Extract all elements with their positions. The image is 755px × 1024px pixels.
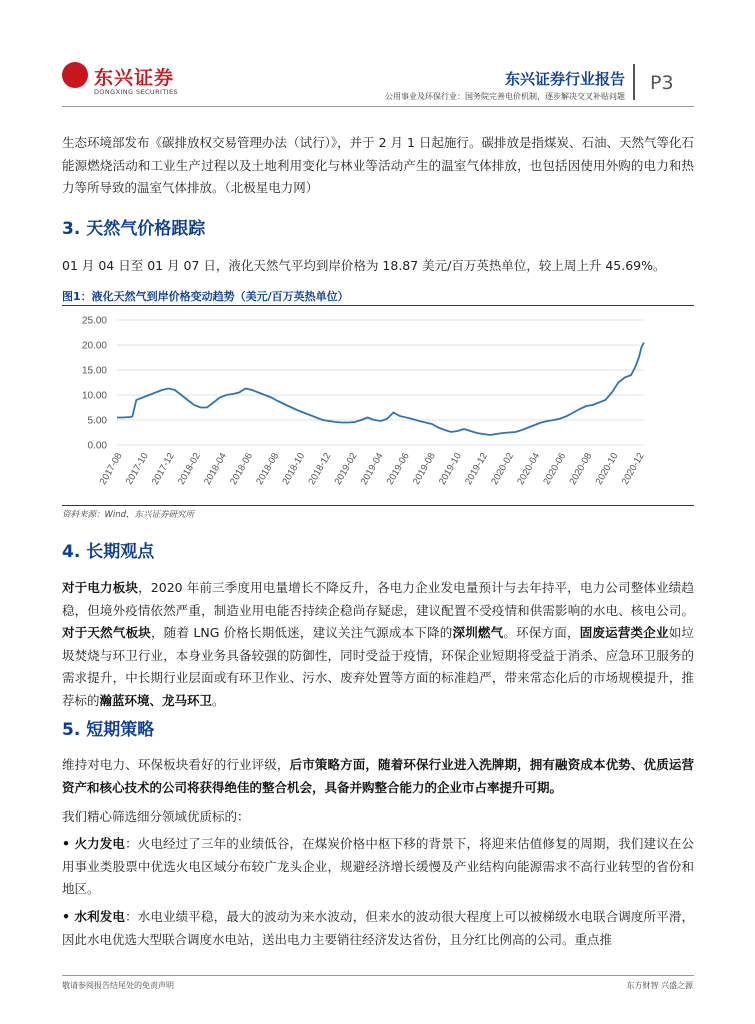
x-tick-label: 2020-08: [567, 451, 595, 487]
x-tick-label: 2017-08: [97, 451, 125, 487]
page-number: P3: [650, 72, 674, 94]
section-4-paragraph: 对于电力板块，2020 年前三季度用电量增长不降反升，各电力企业发电量预计与去年持平，电力公司整体业绩趋稳，但境外疫情依然严重，制造业用电能否持续企稳尚存疑虑，建议配置不受疫情和供需影响的水电、核电公司。对于天然气板块，随着 LNG 价格长期低迷，建议关注气源成本下降的深圳燃气。环保方面，固废运营类企业如垃圾焚烧与环卫行业，本身业务具备较强的防御性，同时受益于疫情，环保企业短期将受益于消杀、应急环卫服务的需求提升，中长期行业层面或有环卫作业、污水、废弃处置等方面的标准趋严，带来常态化后的市场规模提升，推荐标的瀚蓝环境、龙马环卫。: [62, 580, 694, 708]
x-tick-label: 2018-08: [254, 451, 282, 487]
power-sector-label: 对于电力板块: [62, 580, 139, 595]
x-tick-label: 2018-04: [202, 451, 229, 487]
stock-pick-env: 瀚蓝环境、龙马环卫: [99, 692, 213, 708]
x-tick-label: 2019-06: [384, 451, 412, 487]
x-tick-label: 2019-10: [436, 451, 464, 487]
x-tick-label: 2018-06: [228, 451, 256, 487]
thermal-power-item: • 火力发电：火电经过了三年的业绩低谷，在煤炭价格中枢下移的背景下，将迎来估值修复的周期，我们建议在公用事业类股票中优选火电区域分布较广龙头企业，规避经济增长缓慢及产业结构向能源需求不高行业转型的省份和地区。: [62, 836, 694, 896]
figure-source: 资料来源：Wind，东兴证券研究所: [62, 510, 195, 520]
y-tick-label: 10.00: [81, 390, 107, 402]
header-rule: [62, 106, 694, 107]
y-tick-label: 25.00: [81, 315, 107, 327]
figure-title: 图1：液化天然气到岸价格变动趋势（美元/百万英热单位）: [62, 290, 349, 303]
y-tick-label: 15.00: [81, 365, 107, 377]
section-5-paragraph-2: 我们精心筛选细分领域优质标的：: [62, 809, 250, 824]
hydro-power-item: • 水利发电：水电业绩平稳，最大的波动为来水波动，但来水的波动很大程度上可以被梯级水电联合调度所平滑，因此水电优选大型联合调度水电站，送出电力主要销往经济发达省份，且分红比例高的公司。重点推: [62, 909, 694, 947]
x-tick-label: 2019-02: [332, 451, 360, 487]
header-divider: [633, 64, 635, 100]
section-3-paragraph: 01 月 04 日至 01 月 07 日，液化天然气平均到岸价格为 18.87 美元/百万英热单位，较上周上升 45.69%。: [62, 258, 666, 273]
section-4-heading: 4. 长期观点: [62, 542, 155, 562]
intro-paragraph: 生态环境部发布《碳排放权交易管理办法（试行）》，并于 2 月 1 日起施行。碳排放是指煤炭、石油、天然气等化石能源燃烧活动和工业生产过程以及土地利用变化与林业等活动产生的温室气体排放，也包括因使用外购的电力和热力等所导致的温室气体排放。（北极星电力网）: [62, 135, 694, 195]
company-logo-icon: [62, 62, 88, 88]
x-tick-label: 2020-04: [515, 450, 543, 487]
thermal-power-label: • 火力发电: [62, 836, 126, 851]
solid-waste-label: 固废运营类企业: [579, 625, 669, 640]
x-tick-label: 2019-04: [358, 451, 386, 487]
stock-pick-shenzhen-gas: 深圳燃气: [452, 625, 504, 640]
series-line: [117, 343, 644, 436]
x-tick-label: 2017-12: [149, 451, 177, 487]
footer-rule: [62, 975, 694, 976]
logo-text: 东兴证券: [94, 67, 175, 89]
report-title: 东兴证券行业报告: [504, 70, 625, 88]
x-tick-label: 2018-12: [306, 451, 334, 487]
x-tick-label: 2017-10: [123, 451, 151, 487]
x-tick-label: 2020-06: [541, 451, 569, 487]
section-5-heading: 5. 短期策略: [62, 720, 155, 740]
footer-disclaimer: 敬请参阅报告结尾处的免责声明: [62, 981, 174, 990]
x-tick-label: 2019-08: [410, 451, 438, 487]
logo-english-text: DONGXING SECURITIES: [94, 88, 179, 96]
section-3-heading: 3. 天然气价格跟踪: [62, 219, 206, 239]
gas-sector-label: 对于天然气板块: [62, 625, 152, 640]
lng-price-chart: [62, 308, 694, 504]
x-tick-label: 2020-10: [593, 451, 621, 487]
hydro-power-label: • 水利发电: [62, 909, 126, 924]
x-tick-label: 2020-12: [619, 451, 647, 487]
figure-top-rule: [62, 305, 694, 306]
x-tick-label: 2018-10: [280, 451, 308, 487]
x-tick-label: 2020-02: [489, 451, 517, 487]
report-subtitle: 公用事业及环保行业：国务院完善电价机制，逐步解决交叉补贴问题: [385, 92, 625, 101]
footer-slogan: 东方财智 兴盛之源: [626, 981, 693, 990]
x-tick-label: 2019-12: [463, 451, 490, 487]
strategy-highlight: 后市策略方面，随着环保行业进入洗牌期，拥有融资成本优势、优质运营资产和核心技术的公司将获得绝佳的整合机会，具备并购整合能力的企业市占率提升可期。: [62, 757, 694, 795]
y-tick-label: 0.00: [87, 440, 107, 452]
figure-bottom-rule: [62, 505, 694, 506]
x-tick-label: 2018-02: [175, 451, 203, 487]
y-tick-label: 5.00: [87, 415, 107, 427]
y-tick-label: 20.00: [81, 340, 107, 352]
section-5-paragraph-1: 维持对电力、环保板块看好的行业评级，后市策略方面，随着环保行业进入洗牌期，拥有融资成本优势、优质运营资产和核心技术的公司将获得绝佳的整合机会，具备并购整合能力的企业市占率提升可期。: [62, 757, 694, 795]
